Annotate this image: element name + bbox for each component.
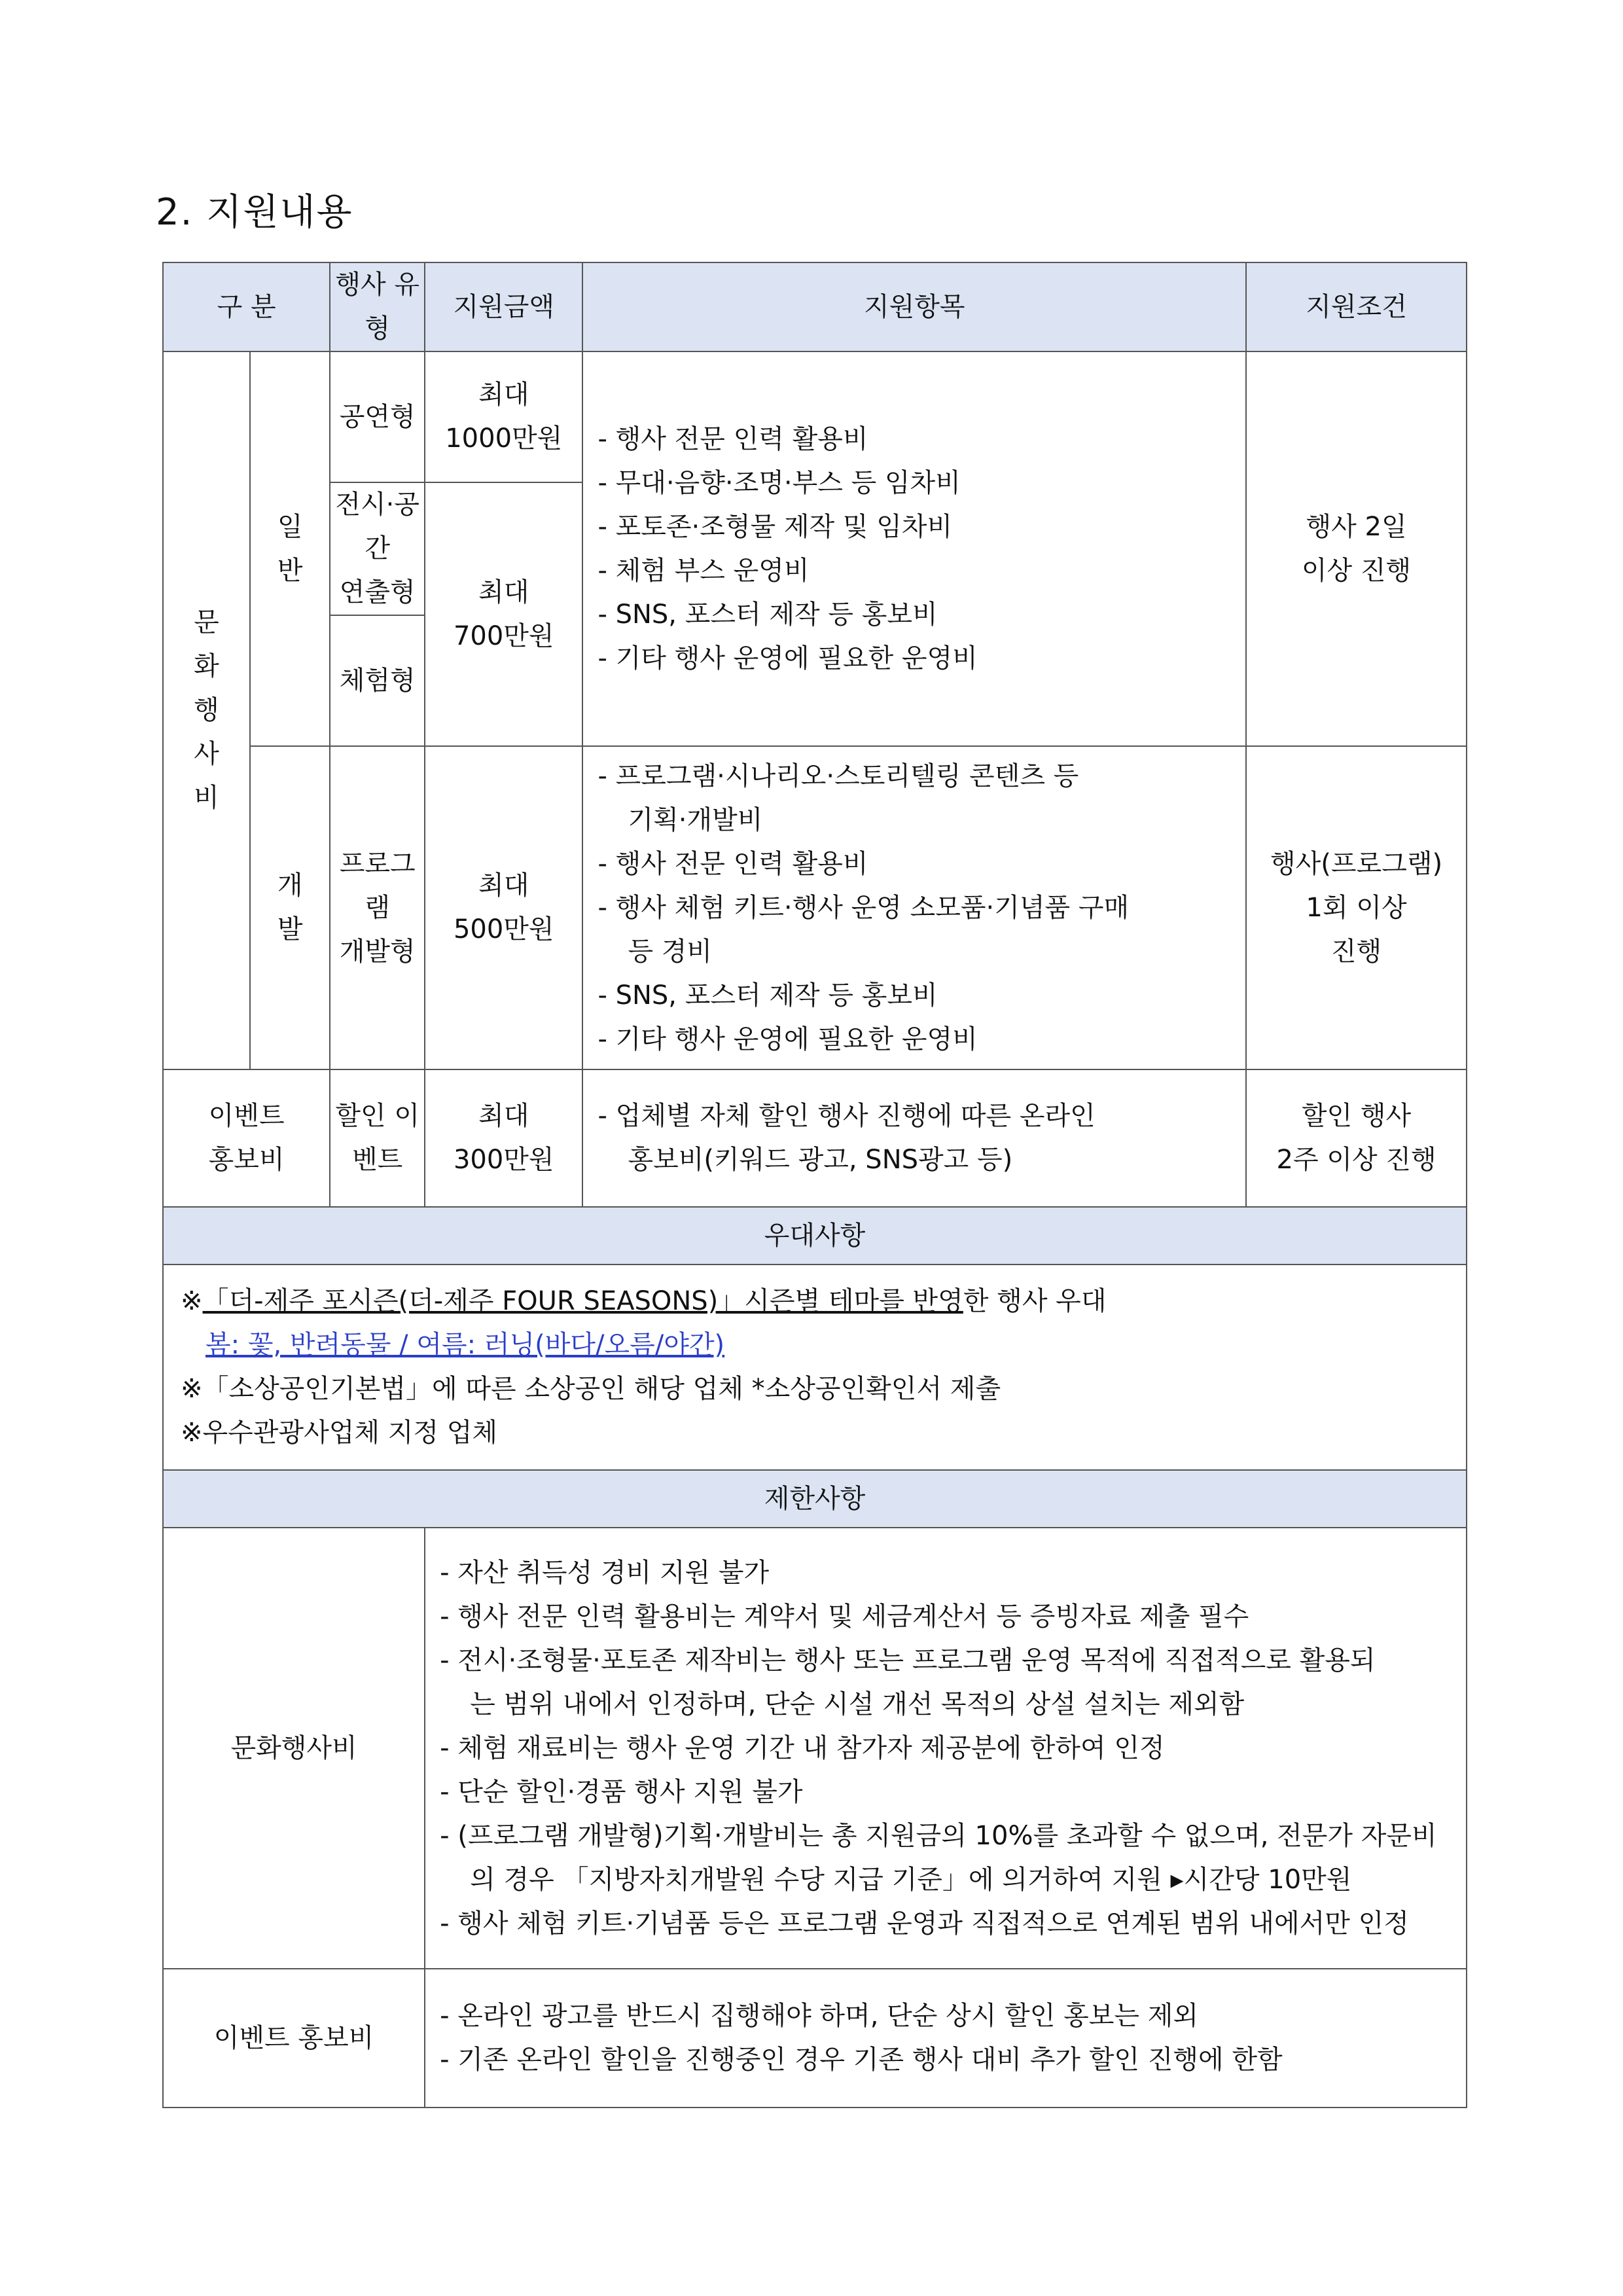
benefit-theme-seasons: 봄: 꽃, 반려동물 / 여름: 러닝(바다/오름/야간) xyxy=(205,1330,725,1360)
list-item-continuation: 등 경비 xyxy=(628,936,713,967)
table-header-row xyxy=(163,262,1467,351)
benefits-header-row xyxy=(163,1207,1467,1265)
list-item: - 행사 체험 키트·행사 운영 소모품·기념품 구매 xyxy=(597,892,1130,923)
dev-condition: 행사(프로그램) 1회 이상 진행 xyxy=(1246,746,1467,1069)
header-type: 행사 유형 xyxy=(330,262,425,351)
list-item: - 프로그램·시나리오·스토리텔링 콘텐츠 등 xyxy=(597,761,1079,791)
list-item: - 체험 재료비는 행사 운영 기간 내 참가자 제공분에 한하여 인정 xyxy=(440,1732,1165,1763)
list-item: - 행사 전문 인력 활용비는 계약서 및 세금계산서 등 증빙자료 제출 필수 xyxy=(440,1601,1249,1632)
table-row xyxy=(163,1265,1467,1470)
support-table xyxy=(162,262,1467,2108)
general-support-items xyxy=(582,351,1246,746)
header-items: 지원항목 xyxy=(582,262,1246,351)
list-item: - (프로그램 개발형)기획·개발비는 총 지원금의 10%를 초과할 수 없으며, 전문가 자문비 xyxy=(440,1820,1437,1851)
dev-subcategory-label: 개 발 xyxy=(250,746,330,1069)
benefit-item-excellent-tourism: ※우수관광사업체 지정 업체 xyxy=(181,1418,497,1448)
list-item: - 단순 할인·경품 행사 지원 불가 xyxy=(440,1776,803,1807)
benefits-header: 우대사항 xyxy=(163,1207,1467,1265)
list-item: - 무대·음향·조명·부스 등 임차비 xyxy=(597,467,961,498)
general-condition: 행사 2일 이상 진행 xyxy=(1246,351,1467,746)
list-item: - 자산 취득성 경비 지원 불가 xyxy=(440,1557,770,1588)
section-title: 2. 지원내용 xyxy=(156,191,353,234)
type-performance: 공연형 xyxy=(330,351,425,482)
type-exhibition: 전시·공간 연출형 xyxy=(330,482,425,615)
table-row xyxy=(163,1069,1467,1207)
event-condition: 할인 행사 2주 이상 진행 xyxy=(1246,1069,1467,1207)
list-item-continuation: 기획·개발비 xyxy=(628,804,763,835)
benefit-item-theme: ※「더-제주 포시즌(더-제주 FOUR SEASONS)」시즌별 테마를 반영한 행사 우대 xyxy=(181,1286,1107,1316)
amount-event: 최대 300만원 xyxy=(425,1069,582,1207)
list-item-continuation: 의 경우 「지방자치개발원 수당 지급 기준」에 의거하여 지원 ▸시간당 10만원 xyxy=(470,1864,1352,1895)
header-category: 구 분 xyxy=(163,262,330,351)
list-item: - 체험 부스 운영비 xyxy=(597,555,810,586)
list-item: - 기존 온라인 할인을 진행중인 경우 기존 행사 대비 추가 할인 진행에 한함 xyxy=(440,2045,1283,2075)
table-row xyxy=(163,351,1467,482)
list-item: - 전시·조형물·포토존 제작비는 행사 또는 프로그램 운영 목적에 직접적으로 활용되 xyxy=(440,1645,1376,1676)
list-item: - 행사 전문 인력 활용비 xyxy=(597,848,868,879)
amount-general-2: 최대 700만원 xyxy=(425,482,582,746)
restrictions-event-label: 이벤트 홍보비 xyxy=(163,1969,425,2108)
list-item: - 행사 전문 인력 활용비 xyxy=(597,423,868,454)
table-row xyxy=(163,1969,1467,2108)
restrictions-culture-items xyxy=(425,1528,1467,1969)
general-subcategory-label: 일 반 xyxy=(250,351,330,746)
amount-dev: 최대 500만원 xyxy=(425,746,582,1069)
list-item-continuation: 는 범위 내에서 인정하며, 단순 시설 개선 목적의 상설 설치는 제외함 xyxy=(470,1689,1245,1719)
dev-support-items xyxy=(582,746,1246,1069)
event-support-items xyxy=(582,1069,1246,1207)
amount-general-1: 최대 1000만원 xyxy=(425,351,582,482)
list-item: - 행사 체험 키트·기념품 등은 프로그램 운영과 직접적으로 연계된 범위 내에서만 인정 xyxy=(440,1908,1409,1939)
restrictions-header-row xyxy=(163,1470,1467,1528)
restrictions-culture-label: 문화행사비 xyxy=(163,1528,425,1969)
header-amount: 지원금액 xyxy=(425,262,582,351)
list-item: - 포토존·조형물 제작 및 임차비 xyxy=(597,511,953,542)
list-item-continuation: 홍보비(키워드 광고, SNS광고 등) xyxy=(628,1145,1013,1175)
list-item: - 기타 행사 운영에 필요한 운영비 xyxy=(597,1024,978,1054)
benefits-content xyxy=(163,1265,1467,1470)
type-experience: 체험형 xyxy=(330,615,425,746)
list-item: - SNS, 포스터 제작 등 홍보비 xyxy=(597,980,938,1011)
list-item: - 업체별 자체 할인 행사 진행에 따른 온라인 xyxy=(597,1101,1096,1131)
list-item: - 온라인 광고를 반드시 집행해야 하며, 단순 상시 할인 홍보는 제외 xyxy=(440,2001,1199,2031)
table-row xyxy=(163,1528,1467,1969)
table-row xyxy=(163,746,1467,1069)
list-item: - 기타 행사 운영에 필요한 운영비 xyxy=(597,643,978,673)
type-discount-event: 할인 이벤트 xyxy=(330,1069,425,1207)
event-category-label: 이벤트 홍보비 xyxy=(163,1069,330,1207)
restrictions-header: 제한사항 xyxy=(163,1470,1467,1528)
header-conditions: 지원조건 xyxy=(1246,262,1467,351)
benefit-item-small-business: ※「소상공인기본법」에 따른 소상공인 해당 업체 *소상공인확인서 제출 xyxy=(181,1374,1001,1404)
list-item: - SNS, 포스터 제작 등 홍보비 xyxy=(597,599,938,630)
culture-category-label: 문 화 행 사 비 xyxy=(163,351,250,1069)
type-program-dev: 프로그램 개발형 xyxy=(330,746,425,1069)
restrictions-event-items xyxy=(425,1969,1467,2108)
